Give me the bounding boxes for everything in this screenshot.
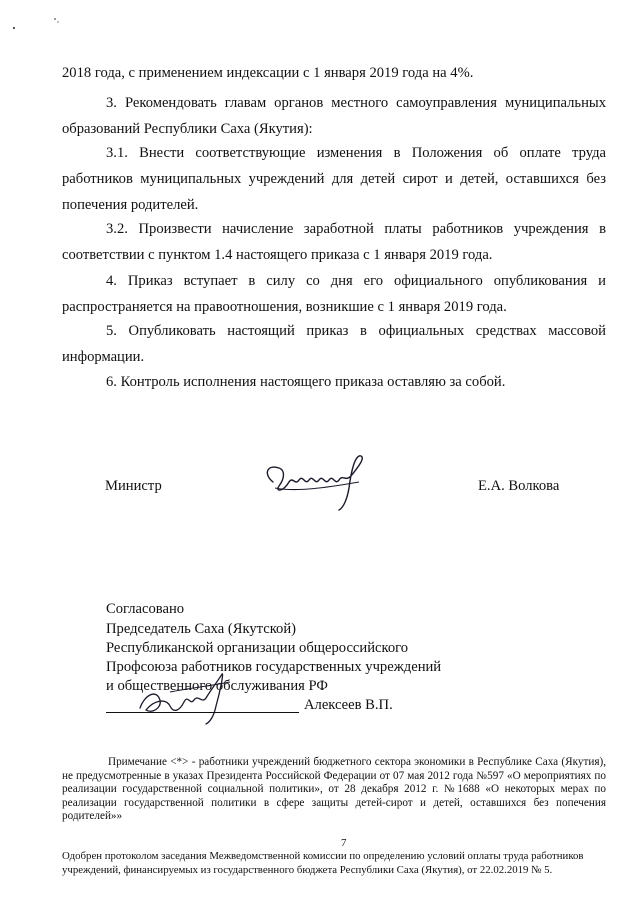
- paragraph-3: 3. Рекомендовать главам органов местного самоуправления муниципальных образований Республики Саха (Якутия):: [62, 95, 606, 137]
- approver-name: Алексеев В.П.: [304, 697, 393, 713]
- signer-title: Министр: [105, 478, 162, 494]
- scan-specks: [0, 0, 80, 40]
- approval-signature: [130, 670, 250, 725]
- signer-name: Е.А. Волкова: [478, 478, 560, 494]
- paragraph-5: 5. Опубликовать настоящий приказ в официальных средствах массовой информации.: [62, 323, 606, 365]
- minister-signature: [255, 452, 380, 512]
- approval-heading: Согласовано: [106, 601, 185, 617]
- approval-line-3: Республиканской организации общероссийского: [106, 640, 409, 656]
- approval-line-5: и общественного обслуживания РФ: [106, 678, 328, 694]
- paragraph-3-1: 3.1. Внести соответствующие изменения в Положения об оплате труда работников муниципальных учреждений для детей сирот и детей, оставшихся без попечения родителей.: [62, 145, 606, 213]
- paragraph-6: 6. Контроль исполнения настоящего приказа оставляю за собой.: [106, 374, 506, 390]
- paragraph-3-2: 3.2. Произвести начисление заработной платы работников учреждения в соответствии с пунктом 1.4 настоящего приказа с 1 января 2019 года.: [62, 221, 606, 263]
- approval-footer: Одобрен протоколом заседания Межведомственной комиссии по определению условий оплаты труда работников учреждений, финансируемых из государственного бюджета Республики Саха (Якутия), от 22.02.2019 № 5.: [62, 850, 584, 876]
- paragraph-4: 4. Приказ вступает в силу со дня его официального опубликования и распространяется на правоотношения, возникшие с 1 января 2019 года.: [62, 273, 606, 315]
- paragraph-indexation: 2018 года, с применением индексации с 1 января 2019 года на 4%.: [62, 65, 474, 81]
- page-number: 7: [341, 837, 347, 849]
- approval-line-2: Председатель Саха (Якутской): [106, 621, 297, 637]
- footnote: Примечание <*> - работники учреждений бюджетного сектора экономики в Республике Саха (Якутия), не предусмотренные в указах Президента Российской Федерации от 07 мая 2012 года №597 «О мероприятиях по реализации государственной социальной политики», от 28 декабря 2012 г. №1688 «О некоторых мерах по реализации государственной политики в сфере защиты детей-сирот и детей, оставшихся без попечения родителей»»: [62, 756, 606, 823]
- approval-line-4: Профсоюза работников государственных учреждений: [106, 659, 442, 675]
